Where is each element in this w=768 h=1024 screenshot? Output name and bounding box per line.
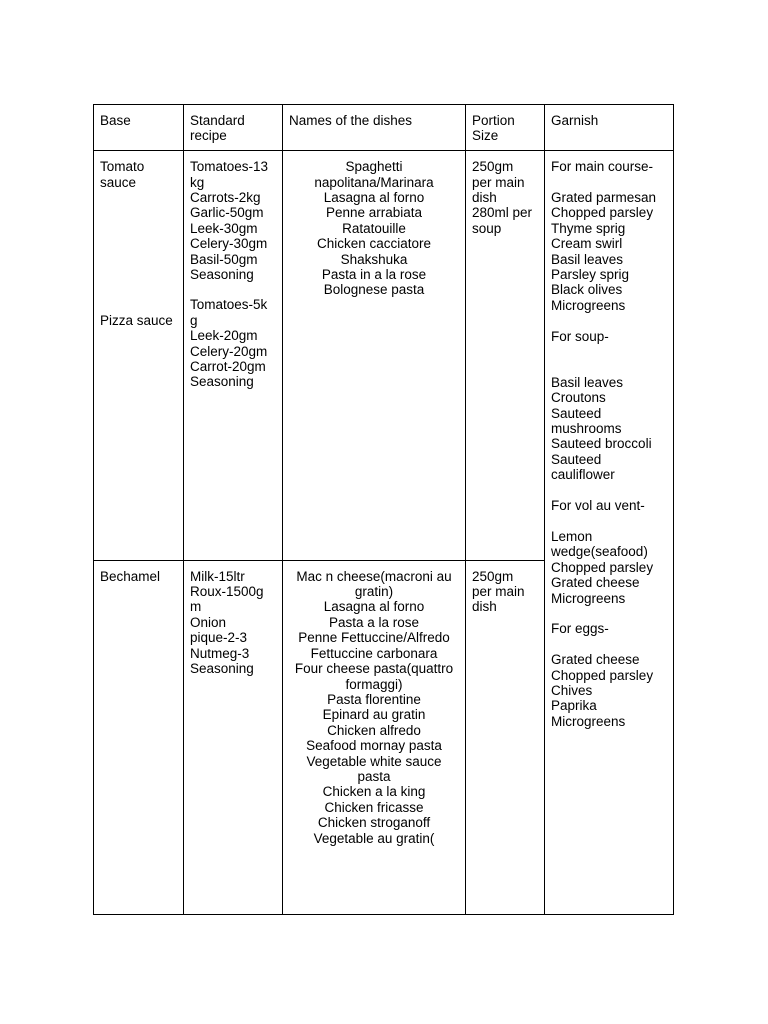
base-pizza-sauce: Pizza sauce: [100, 312, 173, 328]
dishes-cell: Mac n cheese(macroni au gratin) Lasagna al forno Pasta a la rose Penne Fettuccine/Alfredo Fettuccine carbonara Four cheese pasta(quattro formaggi) Pasta florentine Epinard au gratin Chicken alfredo Seafood mornay pasta Vegetable white sauce pasta Chicken a la king Chicken fricasse Chicken stroganoff Vegetable au gratin(: [283, 560, 466, 914]
header-base: Base: [94, 105, 184, 151]
base-cell: Bechamel: [94, 560, 184, 914]
recipe-tomato-sauce: Tomatoes-13 kg Carrots-2kg Garlic-50gm Leek-30gm Celery-30gm Basil-50gm Seasoning: [190, 159, 269, 282]
header-garnish: Garnish: [545, 105, 674, 151]
portion-cell: 250gm per main dish 280ml per soup: [466, 151, 545, 561]
garnish-cell: For main course- Grated parmesan Chopped parsley Thyme sprig Cream swirl Basil leaves Parsley sprig Black olives Microgreens For soup- Basil leaves Croutons Sauteed mushrooms Sauteed broccoli Sauteed cauliflower For vol au vent- Lemon wedge(seafood) Chopped parsley Grated cheese Microgreens For eggs- Grated cheese Chopped parsley Chives Paprika Microgreens: [545, 151, 674, 915]
sauce-table: [93, 104, 674, 915]
header-standard-recipe: Standard recipe: [184, 105, 283, 151]
base-cell: [94, 151, 184, 561]
recipe-pizza-sauce: Tomatoes-5k g Leek-20gm Celery-20gm Carrot-20gm Seasoning: [190, 297, 268, 390]
recipe-cell: [184, 151, 283, 561]
header-dishes: Names of the dishes: [283, 105, 466, 151]
portion-cell: 250gm per main dish: [466, 560, 545, 914]
dishes-cell: Spaghetti napolitana/Marinara Lasagna al forno Penne arrabiata Ratatouille Chicken cacciatore Shakshuka Pasta in a la rose Bolognese pasta: [283, 151, 466, 561]
header-portion-size: Portion Size: [466, 105, 545, 151]
base-tomato-sauce: Tomato sauce: [100, 159, 145, 190]
recipe-cell: Milk-15ltr Roux-1500g m Onion pique-2-3 Nutmeg-3 Seasoning: [184, 560, 283, 914]
table-row: [94, 151, 674, 561]
table-header-row: [94, 105, 674, 151]
